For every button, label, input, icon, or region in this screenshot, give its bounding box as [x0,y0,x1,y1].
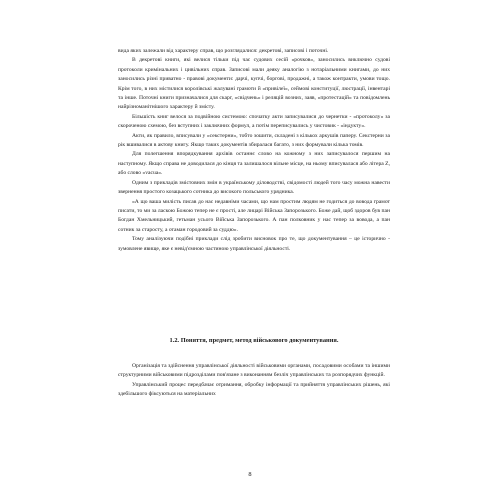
paragraph: Більшість книг велося за подвійною системою: спочатку акти записувалися до чернетки - «протоколу» за скороченою схемою, без вступних і заключних формул, а потім переписувались у чистовик - «індукту». [118,113,390,130]
paragraph: Управлінський процес передбачає отримання, обробку інформації та прийняття управлінських рішень, які здебільшого фіксуються на матеріальних [118,381,390,398]
paragraph: Для полегшення впорядкування архівів останнє слово на кожному з них записувалося першим на наступному. Якщо справа не доводилася до кінця та залишалося вільне місце, на ньому вписувалася або літера Z, або слово «vacua». [118,151,390,177]
page-number: 8 [248,471,252,478]
paragraph: В декретові книги, які велися тільки під час судових сесій «рочков», заносились виключно судові протоколи кримінальних і цивільних справ. Записові мали деяку аналогію з нотаріальними книгами, до них заносились різні приватно - правові документи: дарчі, купчі, боргові, продажні, а також контракти, умови тощо. Крім того, в них містилися королівські жалувані грамоти й «привілеї», сеймові конституції, люстрації, інвентарі та інше. Поточні книги призначалися для скарг, «свідчень» і реляцій возних, заяв, «протестацій» та повідомлень найрізноманітнішого характеру й змісту. [118,57,390,111]
paragraph: Тому аналізуючи подібні приклади слід зробити висновок про те, що документування – це історично - зумовлене явище, яке є невід'ємною частиною управлінської діяльності. [118,236,390,252]
quote-paragraph: «А що ваша милість писав до нас недавніми часами, що нам простим людям не годиться до вовода грамот писати, то ми за ласкою Божою тепер не є прості, але лицарі Війська Запорозького. Боже дай, щоб здоров був пан Богдан Хмельницький, гетьман усього Війська Запорозького. А пан полковник у нас тепер за вовода, а пан сотник за старосту, а отаман городовий за суддю». [118,198,390,233]
paragraph: Організація та здійснення управлінської діяльності військовими органами, посадовими особами та іншими структурними військовими підрозділами пов'язане з виконанням безліч управлінських та розпорядчих функцій. [118,363,390,379]
paragraph-continuation: вида яких залежали від характеру справ, що розглядалися: декретові, записові і поточні. [118,48,329,54]
section-heading: 1.2. Поняття, предмет, метод військового документування. [169,337,339,344]
paragraph: Одним з прикладів змістовних змін в українському діловодстві, свідомості людей того часу можна навести звернення простого козацького сотника до високого польського урядника. [118,179,390,196]
body-text-upper [118,47,390,254]
body-text-lower [118,362,390,400]
paragraph: Акти, як правило, вписували у «секстерни», тобто зошити, складені з кількох аркушів паперу. Секстерни за рік вшивалися в актову книгу. Якщо таких документів збиралася багато, з них формували кілька томів. [118,132,390,149]
